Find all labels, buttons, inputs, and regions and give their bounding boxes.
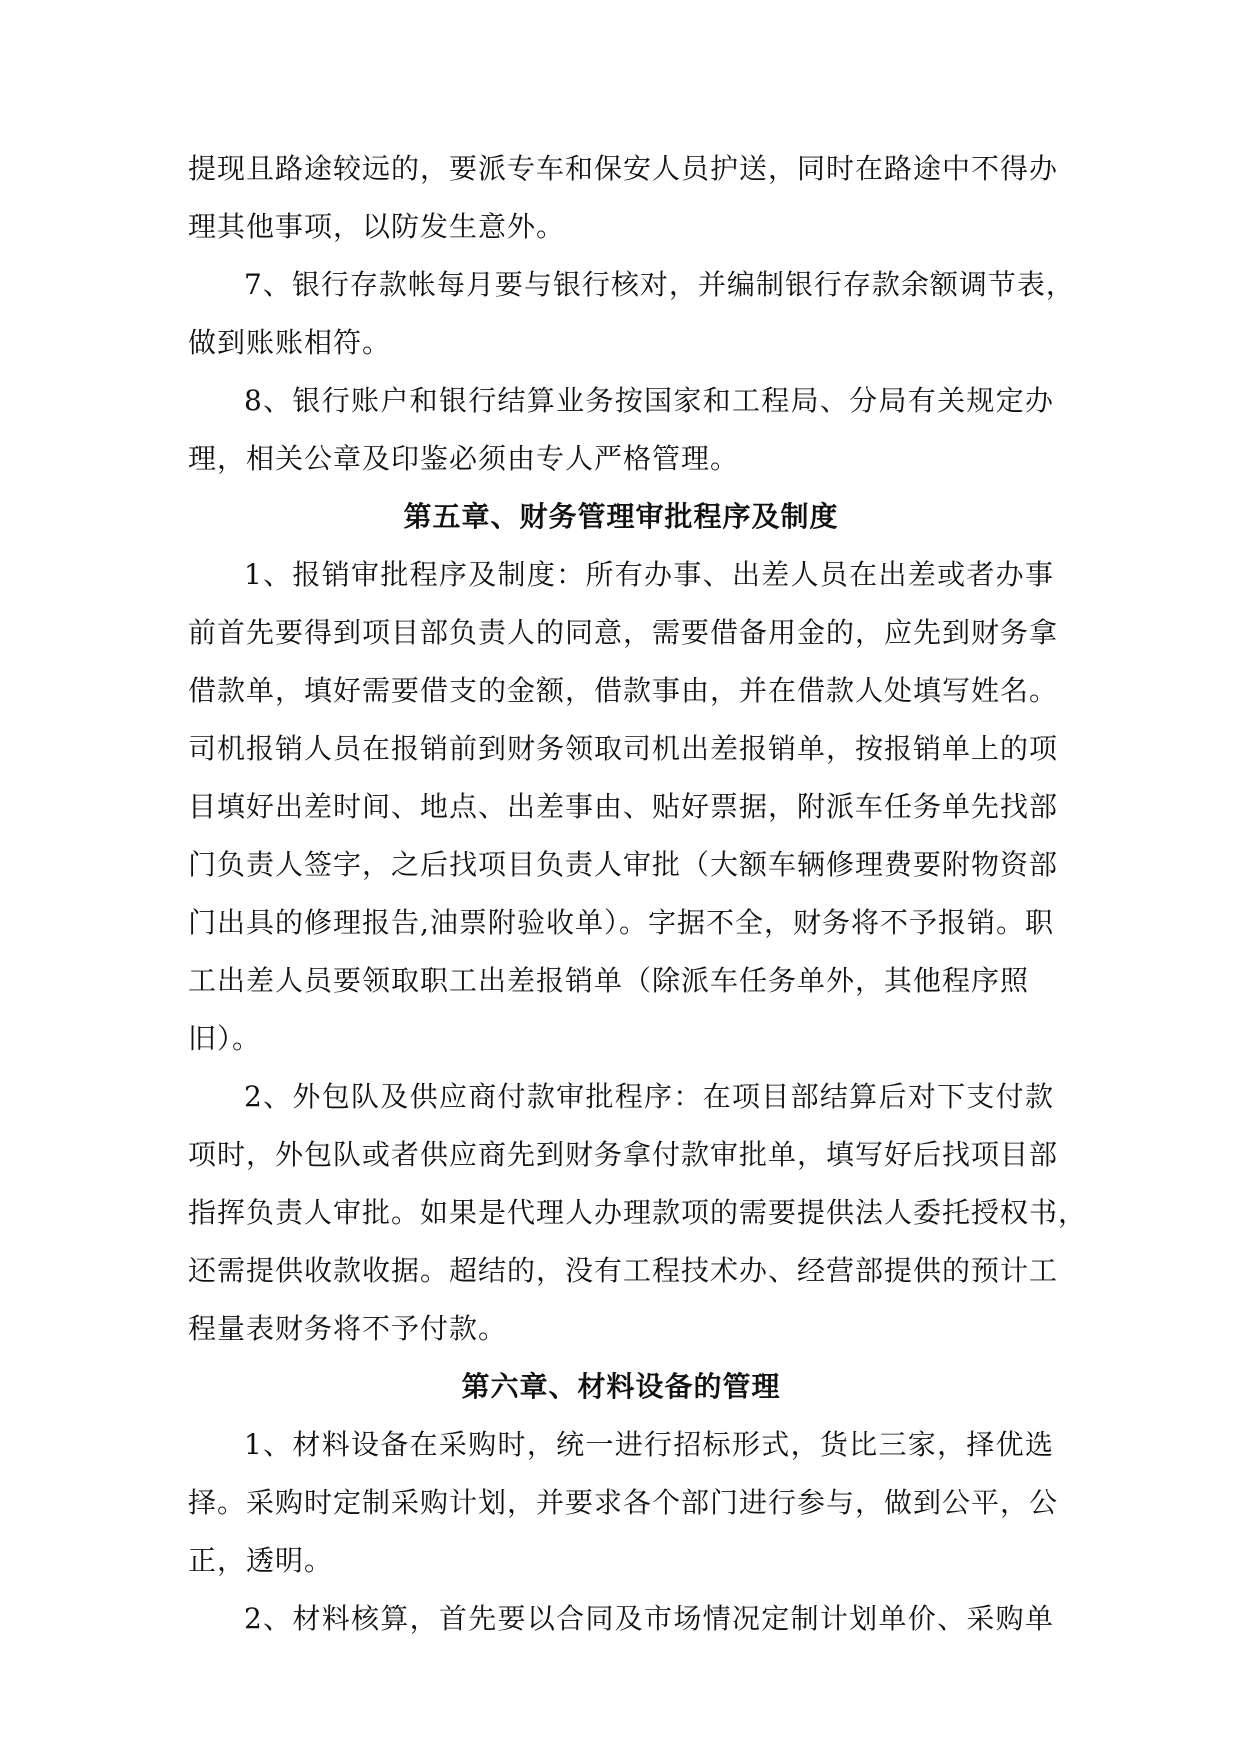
chapter-heading: 第六章、材料设备的管理 (461, 1370, 781, 1403)
paragraph-line: 2、材料核算，首先要以合同及市场情况定制计划单价、采购单 (244, 1602, 1054, 1635)
document-page (188, 140, 1088, 1648)
paragraph-line: 理其他事项，以防发生意外。 (188, 210, 566, 243)
paragraph-line: 1、材料设备在采购时，统一进行招标形式，货比三家，择优选 (244, 1428, 1054, 1461)
paragraph-line: 目填好出差时间、地点、出差事由、贴好票据，附派车任务单先找部 (188, 790, 1059, 823)
paragraph-line: 择。采购时定制采购计划，并要求各个部门进行参与，做到公平，公 (188, 1486, 1059, 1519)
paragraph-line: 正，透明。 (188, 1544, 334, 1577)
paragraph-line: 前首先要得到项目部负责人的同意，需要借备用金的，应先到财务拿 (188, 616, 1059, 649)
paragraph-line: 还需提供收款收据。超结的，没有工程技术办、经营部提供的预计工 (188, 1254, 1059, 1287)
chapter-heading: 第五章、财务管理审批程序及制度 (403, 500, 839, 533)
paragraph-line: 指挥负责人审批。如果是代理人办理款项的需要提供法人委托授权书， (188, 1196, 1088, 1229)
paragraph-line: 1、报销审批程序及制度：所有办事、出差人员在出差或者办事 (244, 558, 1054, 591)
paragraph-line: 门负责人签字，之后找项目负责人审批（大额车辆修理费要附物资部 (188, 848, 1059, 881)
paragraph-line: 理，相关公章及印鉴必须由专人严格管理。 (188, 442, 740, 475)
paragraph-line: 项时，外包队或者供应商先到财务拿付款审批单，填写好后找项目部 (188, 1138, 1059, 1171)
paragraph-line: 提现且路途较远的，要派专车和保安人员护送，同时在路途中不得办 (188, 152, 1059, 185)
paragraph-line: 2、外包队及供应商付款审批程序：在项目部结算后对下支付款 (244, 1080, 1054, 1113)
paragraph-line: 7、银行存款帐每月要与银行核对，并编制银行存款余额调节表， (244, 268, 1075, 301)
paragraph-line: 门出具的修理报告,油票附验收单）。字据不全，财务将不予报销。职 (188, 906, 1054, 939)
paragraph-line: 旧）。 (188, 1022, 262, 1055)
paragraph-line: 工出差人员要领取职工出差报销单（除派车任务单外，其他程序照 (188, 964, 1030, 997)
paragraph-line: 程量表财务将不予付款。 (188, 1312, 508, 1345)
paragraph-line: 8、银行账户和银行结算业务按国家和工程局、分局有关规定办 (244, 384, 1054, 417)
paragraph-line: 做到账账相符。 (188, 326, 392, 359)
paragraph-line: 司机报销人员在报销前到财务领取司机出差报销单，按报销单上的项 (188, 732, 1059, 765)
paragraph-line: 借款单，填好需要借支的金额，借款事由，并在借款人处填写姓名。 (188, 674, 1059, 707)
